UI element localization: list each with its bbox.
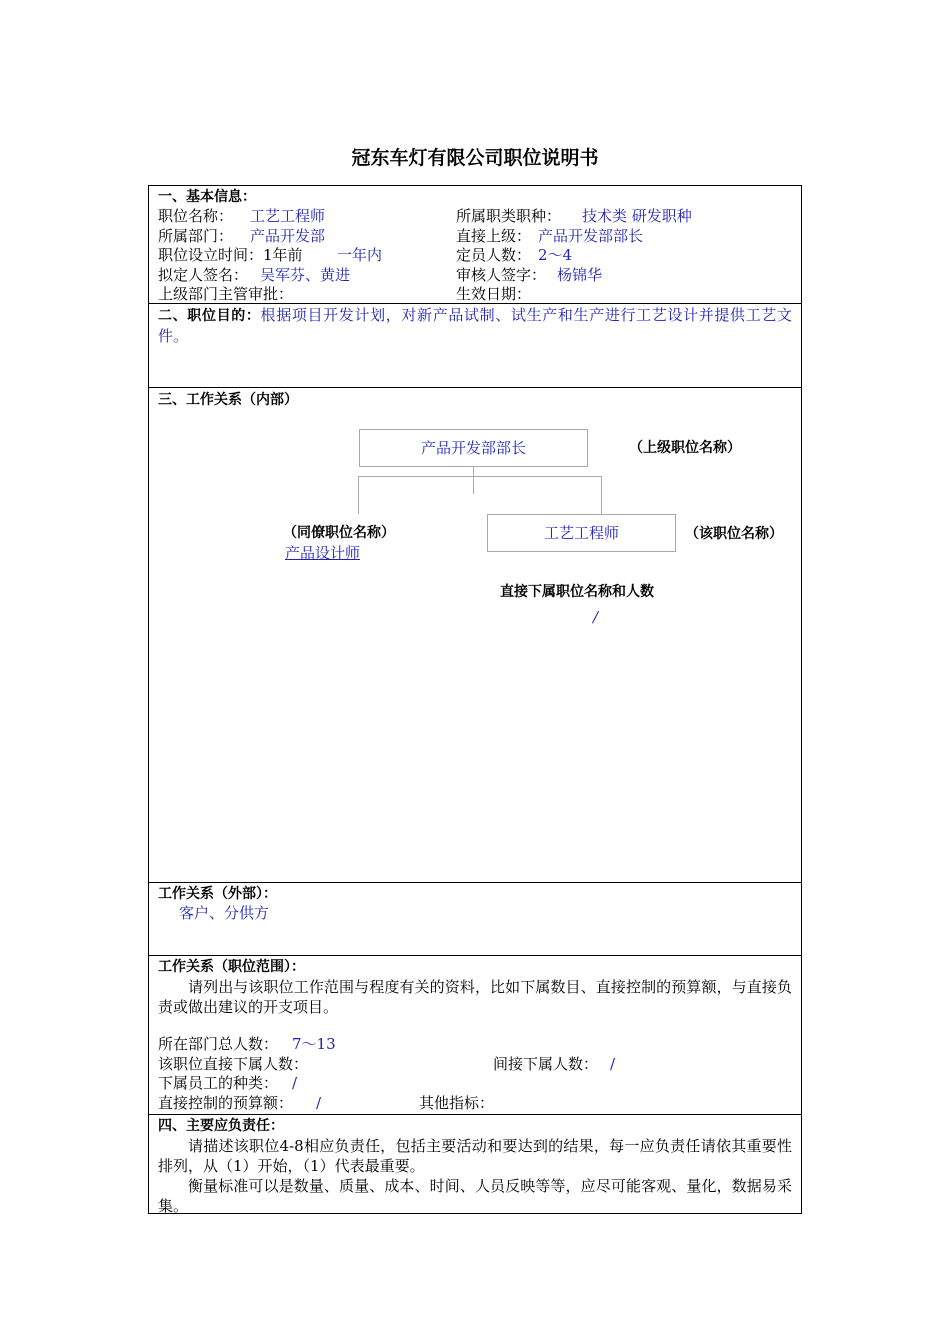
org-connector-self-drop	[601, 476, 602, 514]
org-connector-peer-drop	[358, 476, 359, 514]
job-description-form	[148, 185, 802, 1214]
job-scope-instruction: 请列出与该职位工作范围与程度有关的资料，比如下属数目、直接控制的预算额，与直接负责或做出建议的开支项目。	[158, 978, 792, 1016]
purpose-section	[149, 304, 801, 388]
direct-subordinates-label: 该职位直接下属人数：	[158, 1055, 309, 1073]
internal-relations-section	[149, 388, 801, 883]
dept-total-label: 所在部门总人数：	[158, 1035, 279, 1053]
self-position-box: 工艺工程师	[487, 514, 676, 552]
approval-label: 上级部门主管审批：	[158, 285, 294, 303]
duties-instruction-1: 请描述该职位4-8相应负责任，包括主要活动和要达到的结果，每一应负责任请依其重要性排列，从（1）开始，（1）代表最重要。	[158, 1137, 792, 1175]
drafter-value: 吴军芬、黄进	[260, 266, 351, 284]
established-label: 职位设立时间：1年前	[158, 246, 303, 264]
job-family-value: 技术类 研发职种	[582, 207, 692, 225]
self-position-caption: （该职位名称）	[685, 526, 783, 542]
superior-position-caption: （上级职位名称）	[629, 440, 741, 456]
reviewer-value: 杨锦华	[557, 266, 603, 284]
department-label: 所属部门：	[158, 227, 234, 245]
headcount-label: 定员人数：	[456, 246, 532, 264]
reviewer-label: 审核人签字：	[456, 266, 547, 284]
drafter-label: 拟定人签名：	[158, 266, 249, 284]
external-relations-section	[149, 883, 801, 956]
purpose-heading: 二、职位目的：	[158, 308, 261, 324]
dept-total-value: 7～13	[292, 1035, 336, 1053]
headcount-value: 2～4	[538, 246, 573, 264]
duties-heading: 四、主要应负责任：	[158, 1118, 284, 1134]
internal-relations-heading: 三、工作关系（内部）	[158, 392, 298, 408]
purpose-paragraph	[158, 305, 792, 346]
established-value: 一年内	[337, 246, 383, 264]
indirect-subordinates-value: /	[610, 1055, 616, 1073]
direct-superior-value: 产品开发部部长	[538, 227, 644, 245]
job-scope-heading: 工作关系（职位范围）：	[158, 959, 305, 975]
job-family-label: 所属职类职种：	[456, 207, 562, 225]
external-relations-value: 客户、分供方	[179, 904, 270, 922]
indirect-subordinates-label: 间接下属人数：	[493, 1055, 599, 1073]
job-scope-section	[149, 956, 801, 1115]
duties-section	[149, 1115, 801, 1214]
subordinate-caption: 直接下属职位名称和人数	[500, 584, 654, 600]
basic-info-heading: 一、基本信息：	[158, 189, 256, 205]
peer-position-caption: （同僚职位名称）	[283, 525, 395, 541]
budget-label: 直接控制的预算额：	[158, 1094, 294, 1112]
job-name-label: 职位名称：	[158, 207, 234, 225]
direct-superior-label: 直接上级：	[456, 227, 532, 245]
budget-value: /	[316, 1094, 322, 1112]
subordinate-types-label: 下属员工的种类：	[158, 1074, 279, 1092]
job-name-value: 工艺工程师	[250, 207, 326, 225]
org-connector-vertical	[473, 467, 474, 494]
peer-position-value: 产品设计师	[285, 544, 361, 562]
other-indicators-label: 其他指标：	[419, 1094, 495, 1112]
effective-date-label: 生效日期：	[456, 285, 532, 303]
subordinate-value: /	[593, 608, 599, 626]
basic-info-section	[149, 186, 801, 304]
document-title: 冠东车灯有限公司职位说明书	[351, 147, 599, 169]
org-connector-horizontal	[358, 476, 602, 477]
duties-instruction-2: 衡量标准可以是数量、质量、成本、时间、人员反映等等，应尽可能客观、量化，数据易采集。	[158, 1177, 792, 1215]
external-relations-heading: 工作关系（外部）：	[158, 886, 277, 902]
department-value: 产品开发部	[250, 227, 326, 245]
subordinate-types-value: /	[292, 1074, 298, 1092]
purpose-text: 根据项目开发计划，对新产品试制、试生产和生产进行工艺设计并提供工艺文件。	[158, 306, 792, 345]
superior-position-box: 产品开发部部长	[359, 429, 588, 467]
